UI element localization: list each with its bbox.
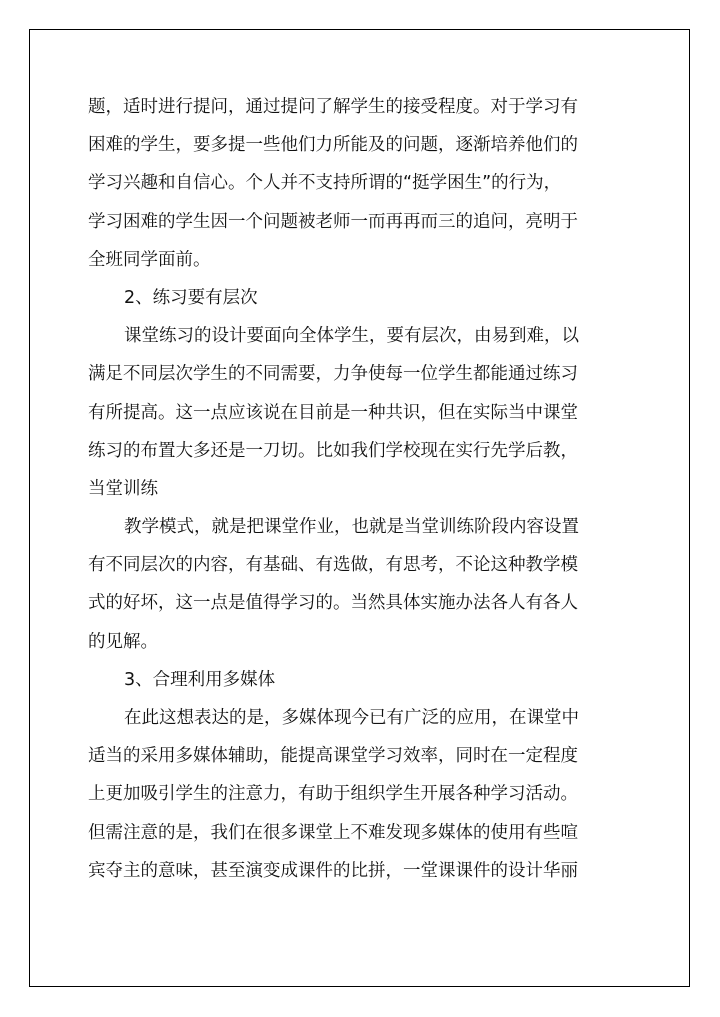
text-line: 课堂练习的设计要面向全体学生，要有层次，由易到难，以 bbox=[124, 326, 579, 347]
text-line: 适当的采用多媒体辅助，能提高课堂学习效率，同时在一定程度 bbox=[88, 746, 578, 767]
text-line: 学习兴趣和自信心。个人并不支持所谓的“挺学困生”的行为， bbox=[88, 173, 562, 194]
text-line: 当堂训练 bbox=[88, 478, 158, 499]
text-line: 有不同层次的内容，有基础、有选做，有思考，不论这种教学模 bbox=[88, 555, 578, 576]
text-line: 练习的布置大多还是一刀切。比如我们学校现在实行先学后教， bbox=[88, 440, 578, 461]
text-line: 困难的学生，要多提一些他们力所能及的问题，逐渐培养他们的 bbox=[88, 135, 578, 156]
text-line: 宾夺主的意味，甚至演变成课件的比拼，一堂课课件的设计华丽 bbox=[88, 860, 578, 881]
document-body bbox=[88, 88, 658, 890]
text-line: 的见解。 bbox=[88, 631, 158, 652]
text-line: 全班同学面前。 bbox=[88, 249, 211, 270]
section-heading: 2、练习要有层次 bbox=[124, 287, 258, 308]
text-line: 满足不同层次学生的不同需要，力争使每一位学生都能通过练习 bbox=[88, 364, 578, 385]
text-line: 但需注意的是，我们在很多课堂上不难发现多媒体的使用有些喧 bbox=[88, 822, 578, 843]
text-line: 式的好坏，这一点是值得学习的。当然具体实施办法各人有各人 bbox=[88, 593, 578, 614]
section-heading: 3、合理利用多媒体 bbox=[124, 669, 276, 690]
text-line: 教学模式，就是把课堂作业，也就是当堂训练阶段内容设置 bbox=[124, 517, 579, 538]
text-line: 上更加吸引学生的注意力，有助于组织学生开展各种学习活动。 bbox=[88, 784, 578, 805]
text-line: 在此这想表达的是，多媒体现今已有广泛的应用，在课堂中 bbox=[124, 708, 579, 728]
text-line: 有所提高。这一点应该说在目前是一种共识，但在实际当中课堂 bbox=[88, 402, 578, 423]
text-line: 学习困难的学生因一个问题被老师一而再再而三的追问，亮明于 bbox=[88, 211, 578, 232]
text-line: 题，适时进行提问，通过提问了解学生的接受程度。对于学习有 bbox=[88, 97, 578, 117]
